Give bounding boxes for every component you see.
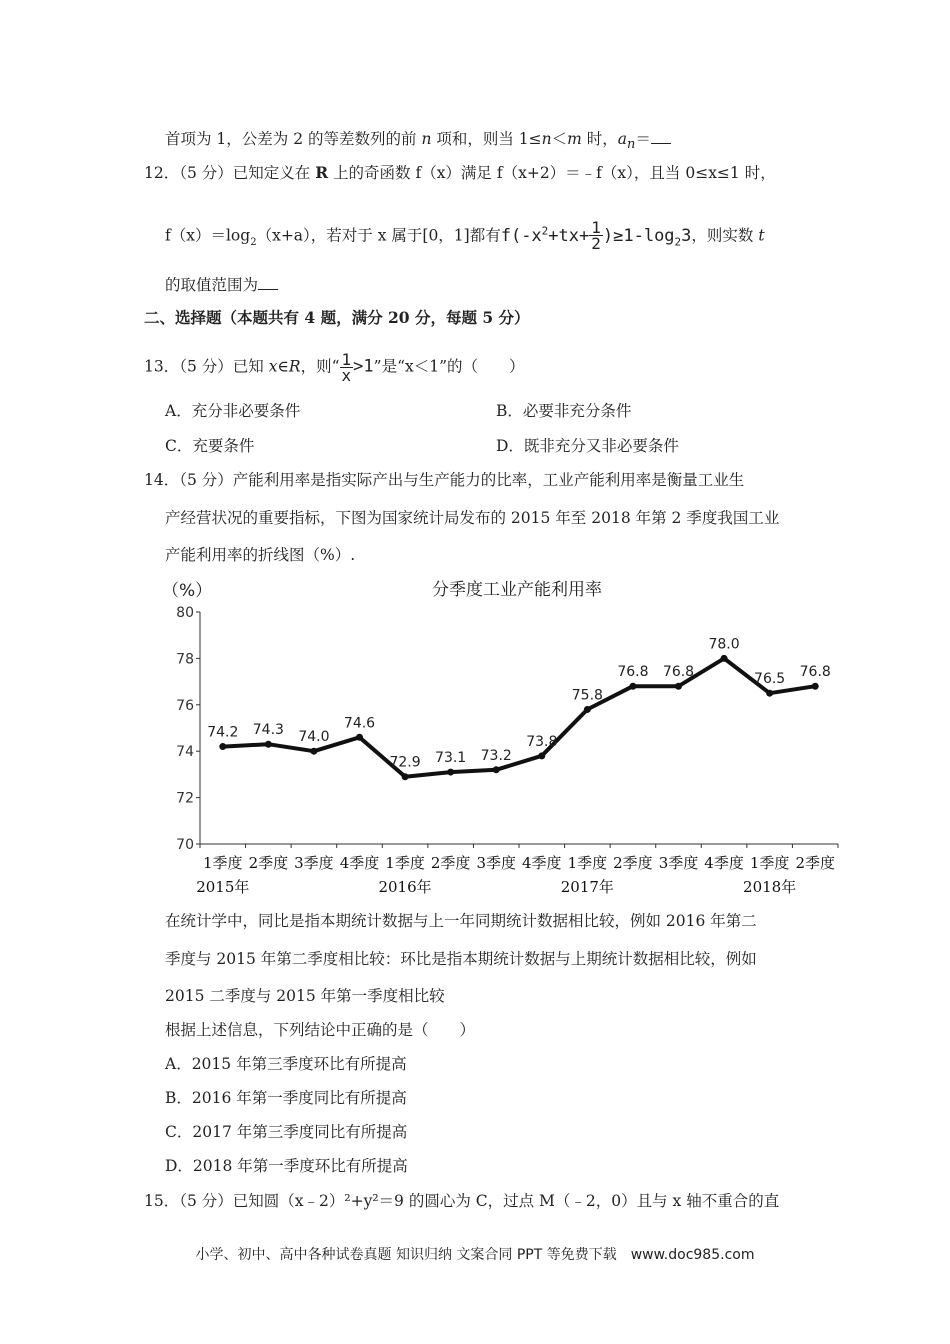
- answer-blank: [651, 129, 671, 144]
- q12-frac-num: 1: [591, 218, 601, 238]
- x-tick-label: 3季度: [294, 854, 334, 872]
- data-point: [402, 773, 409, 780]
- x-tick-label: 2季度: [613, 854, 653, 872]
- q12-fraction: [589, 218, 603, 254]
- data-label: 73.1: [435, 750, 467, 767]
- series-line: [223, 658, 815, 776]
- q14-line3: 产能利用率的折线图（%）.: [165, 546, 356, 564]
- data-point: [356, 734, 363, 741]
- q13-text-a: ，则“: [300, 357, 340, 376]
- data-point: [219, 743, 226, 750]
- data-point: [766, 690, 773, 697]
- q12-ineq-end: 3: [681, 225, 692, 246]
- q12-line2-c: ，则实数: [691, 226, 759, 245]
- q13-option-d[interactable]: D．既非充分又非必要条件: [496, 437, 679, 455]
- q11-text-c: ＜: [551, 130, 568, 148]
- x-year-label: 2018年: [743, 878, 797, 896]
- y-tick-label: 76: [176, 697, 194, 714]
- q12-inequality: [500, 218, 692, 254]
- x-tick-label: 1季度: [567, 854, 608, 872]
- q12-line2-b: （x+a），若对于 x 属于[0，1]都有: [256, 226, 501, 245]
- data-label: 74.2: [207, 724, 239, 741]
- data-label: 74.6: [343, 715, 376, 732]
- q13-option-b[interactable]: B．必要非充分条件: [496, 402, 632, 420]
- q13-fraction: [340, 352, 354, 383]
- q11-text-d: 时，: [581, 130, 618, 148]
- data-point: [493, 766, 500, 773]
- q12-line3-text: 的取值范围为: [165, 276, 259, 294]
- data-point: [310, 748, 317, 755]
- q15-line1: 15．（5 分）已知圆（x﹣2）²+y²＝9 的圆心为 C，过点 M（﹣2，0）且与 x 轴不重合的直: [144, 1192, 780, 1210]
- q12-frac-den: 2: [591, 234, 601, 254]
- q14-option-a[interactable]: A．2015 年第三季度环比有所提高: [165, 1055, 407, 1073]
- y-tick-label: 70: [176, 837, 194, 853]
- q13-frac-num: 1: [341, 350, 352, 369]
- q13-stem: [144, 352, 525, 383]
- q11-var-n2: n: [541, 130, 552, 148]
- q11-text-e: ＝: [635, 130, 651, 148]
- data-point: [812, 683, 819, 690]
- chart-x-axis: [196, 844, 838, 896]
- q12-set-R: R: [315, 163, 329, 182]
- x-tick-label: 1季度: [203, 854, 243, 872]
- x-tick-label: 1季度: [749, 854, 790, 872]
- q12-line2: [165, 220, 765, 254]
- q14-option-d[interactable]: D．2018 年第一季度环比有所提高: [165, 1157, 408, 1175]
- data-label: 78.0: [708, 636, 740, 653]
- q12-condition: f（x）满足 f（x+2）＝﹣f（x），且当 0≤x≤1 时，: [415, 164, 776, 182]
- data-point: [538, 752, 545, 759]
- x-year-label: 2015年: [196, 878, 250, 896]
- x-tick-label: 3季度: [476, 854, 516, 872]
- q11-var-a: a: [617, 130, 628, 148]
- chart-title: 分季度工业产能利用率: [432, 580, 602, 600]
- data-label: 72.9: [389, 754, 421, 771]
- q12-number: 12．（5 分）已知定义在: [144, 164, 316, 182]
- x-tick-label: 4季度: [339, 854, 380, 872]
- x-tick-label: 2季度: [430, 854, 471, 872]
- q13-x-in-R: x∈R: [268, 357, 301, 376]
- x-tick-label: 2季度: [795, 854, 835, 872]
- q14-line2: 产经营状况的重要指标，下图为国家统计局发布的 2015 年至 2018 年第 2 季度我国工业: [165, 509, 780, 527]
- data-point: [629, 683, 636, 690]
- data-label: 76.8: [617, 664, 649, 681]
- section-heading: 二、选择题（本题共有 4 题，满分 20 分，每题 5 分）: [144, 308, 530, 327]
- x-year-label: 2017年: [560, 878, 614, 896]
- data-label: 76.5: [754, 671, 786, 688]
- data-point: [265, 741, 272, 748]
- q12-ineq-sub: 2: [674, 235, 682, 249]
- q11-var-m: m: [567, 130, 582, 148]
- q14-option-b[interactable]: B．2016 年第一季度同比有所提高: [165, 1089, 407, 1107]
- q12-text-a: 上的奇函数: [328, 164, 416, 182]
- y-tick-label: 78: [176, 651, 194, 668]
- q12-line3: [165, 274, 278, 296]
- chart-y-axis-label: （%）: [162, 581, 213, 601]
- data-point: [584, 706, 591, 713]
- q12-line1: [144, 162, 776, 184]
- q14-option-c[interactable]: C．2017 年第三季度同比有所提高: [165, 1123, 408, 1141]
- q12-var-t: t: [758, 226, 765, 245]
- q13-option-c[interactable]: C．充要条件: [165, 437, 255, 455]
- q12-ineq-sup: 2: [541, 224, 549, 237]
- data-label: 74.0: [298, 729, 330, 746]
- x-tick-label: 2季度: [248, 854, 289, 872]
- q14-para1: 在统计学中，同比是指本期统计数据与上一年同期统计数据相比较，例如 2016 年第二: [165, 912, 757, 930]
- q13-gt1: >1: [353, 356, 374, 377]
- y-tick-label: 74: [176, 744, 194, 761]
- data-label: 73.8: [526, 733, 558, 750]
- q14-line1: 14．（5 分）产能利用率是指实际产出与生产能力的比率，工业产能利用率是衡量工业生: [144, 471, 745, 489]
- chart-y-axis: [176, 605, 200, 853]
- q14-para4: 根据上述信息，下列结论中正确的是（ ）: [165, 1021, 476, 1039]
- page-footer: 小学、初中、高中各种试卷真题 知识归纳 文案合同 PPT 等免费下载 www.doc985.com: [195, 1247, 755, 1263]
- data-label: 75.8: [571, 687, 603, 704]
- data-point: [675, 683, 682, 690]
- q13-frac-den: x: [341, 366, 352, 385]
- chart-series: [207, 636, 831, 780]
- q12-ineq-pre: f(-x: [500, 225, 542, 246]
- q12-ineq-mid: +tx+: [548, 225, 590, 246]
- q12-log-base: 2: [250, 236, 257, 248]
- x-tick-label: 1季度: [385, 854, 425, 872]
- x-tick-label: 4季度: [704, 854, 744, 872]
- q14-para3: 2015 二季度与 2015 年第一季度相比较: [165, 987, 445, 1005]
- data-label: 74.3: [252, 722, 284, 739]
- q12-line2-a: f（x）＝log: [165, 226, 251, 245]
- data-point: [447, 769, 454, 776]
- data-label: 76.8: [662, 664, 695, 681]
- data-label: 76.8: [799, 664, 831, 681]
- x-year-label: 2016年: [378, 878, 432, 896]
- q13-prefix: 13．（5 分）已知: [144, 357, 269, 376]
- q13-text-b: ”是“x＜1”的（ ）: [373, 357, 525, 376]
- y-tick-label: 80: [176, 605, 194, 621]
- q14-para2: 季度与 2015 年第二季度相比较：环比是指本期统计数据与上期统计数据相比较，例如: [165, 950, 757, 968]
- q11-text-b: 项和，则当 1≤: [431, 130, 542, 148]
- q11-sub-n: n: [627, 137, 636, 153]
- x-tick-label: 3季度: [658, 854, 699, 872]
- x-tick-label: 4季度: [522, 854, 562, 872]
- capacity-utilization-chart: [160, 574, 850, 904]
- q11-var-n: n: [421, 130, 432, 148]
- data-point: [721, 655, 728, 662]
- data-label: 73.2: [480, 747, 512, 764]
- q11-tail-line: [165, 128, 671, 156]
- answer-blank: [258, 275, 278, 290]
- q12-ineq-post: )≥1-log: [602, 225, 675, 246]
- y-tick-label: 72: [176, 790, 194, 807]
- q13-option-a[interactable]: A．充分非必要条件: [165, 402, 301, 420]
- q11-text-a: 首项为 1，公差为 2 的等差数列的前: [165, 130, 422, 148]
